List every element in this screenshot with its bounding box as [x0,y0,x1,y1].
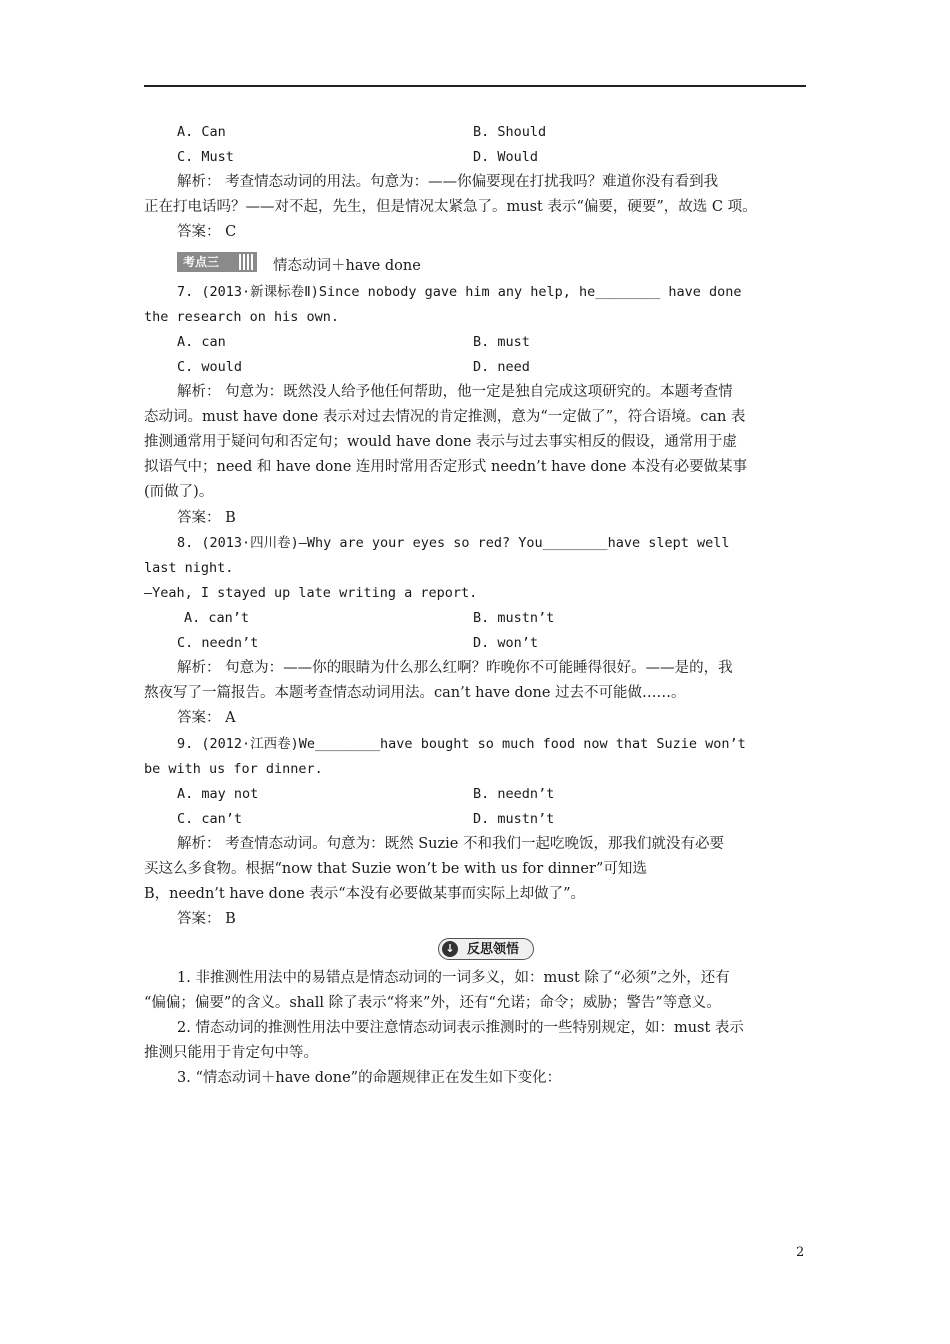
q8-stem-line1: 8. (2013·四川卷)—Why are your eyes so red? You________have slept well [177,535,730,551]
section-title: 情态动词＋have done [273,258,421,274]
q7-options-row2 [144,355,806,379]
q9-option-b: B. needn’t [473,786,555,802]
q9-option-a: A. may not [177,786,259,802]
q7-option-a: A. can [177,334,226,350]
q7-answer: 答案： B [177,510,236,526]
q6-option-d: D. Would [473,149,539,165]
q8-option-b: B. mustn’t [473,610,555,626]
q8-stem-line3: —Yeah, I stayed up late writing a report. [144,585,478,601]
q7-stem-line1: 7. (2013·新课标卷Ⅱ)Since nobody gave him any help, he________ have done [177,284,742,300]
q8-answer: 答案： A [177,710,236,726]
q9-answer: 答案： B [177,911,236,927]
q8-option-c: C. needn’t [177,635,259,651]
header-rule [144,85,806,87]
section-badge [177,252,257,272]
q7-option-b: B. must [473,334,530,350]
section-badge-label: 考点三 [183,255,220,269]
q9-stem-line2: be with us for dinner. [144,761,323,777]
q8-options-row2 [144,631,806,655]
q7-analysis-line1: 解析： 句意为：既然没人给予他任何帮助，他一定是独自完成这项研究的。本题考查情 [177,384,733,400]
q8-options-row1 [144,606,806,630]
down-arrow-icon: ↓ [442,941,458,957]
reflection-p2-line2: 推测只能用于肯定句中等。 [144,1045,318,1061]
q9-option-c: C. can’t [177,811,243,827]
q9-option-d: D. mustn’t [473,811,555,827]
q7-analysis-line5: (而做了)。 [144,484,214,500]
q7-analysis-line2: 态动词。must have done 表示对过去情况的肯定推测，意为“一定做了”，符合语境。can 表 [144,409,746,425]
q7-option-d: D. need [473,359,530,375]
reflection-badge-label: 反思领悟 [467,942,520,957]
q6-option-c: C. Must [177,149,234,165]
q6-analysis-line2: 正在打电话吗？——对不起，先生，但是情况太紧急了。must 表示“偏要，硬要”，故选 C 项。 [144,199,757,215]
q7-option-c: C. would [177,359,243,375]
q9-analysis-line3: B，needn’t have done 表示“本没有必要做某事而实际上却做了”。 [144,886,586,902]
reflection-p1-line2: “偏偏；偏要”的含义。shall 除了表示“将来”外，还有“允诺；命令；威胁；警告”等意义。 [144,995,721,1011]
q6-options-row1 [144,120,806,144]
reflection-p2-line1: 2. 情态动词的推测性用法中要注意情态动词表示推测时的一些特别规定，如：must 表示 [177,1020,744,1036]
q7-stem-line2: the research on his own. [144,309,340,325]
q8-stem-line2: last night. [144,560,234,576]
q9-analysis-line1: 解析： 考查情态动词。句意为：既然 Suzie 不和我们一起吃晚饭，那我们就没有必要 [177,836,724,852]
q7-analysis-line3: 推测通常用于疑问句和否定句；would have done 表示与过去事实相反的假设，通常用于虚 [144,434,737,450]
q8-analysis-line1: 解析： 句意为：——你的眼睛为什么那么红啊？昨晚你不可能睡得很好。——是的，我 [177,660,733,676]
q8-option-a: A. can’t [184,610,250,626]
reflection-badge [438,938,534,960]
q6-analysis-line1: 解析： 考查情态动词的用法。句意为：——你偏要现在打扰我吗？难道你没有看到我 [177,174,719,190]
q7-options-row1 [144,330,806,354]
q9-stem-line1: 9. (2012·江西卷)We________have bought so much food now that Suzie won’t [177,736,746,752]
q9-options-row1 [144,782,806,806]
q9-analysis-line2: 买这么多食物。根据“now that Suzie won’t be with us for dinner”可知选 [144,861,647,877]
q6-option-b: B. Should [473,124,547,140]
reflection-p3: 3. “情态动词＋have done”的命题规律正在发生如下变化： [177,1070,562,1086]
page-number: 2 [796,1245,805,1260]
q7-analysis-line4: 拟语气中；need 和 have done 连用时常用否定形式 needn’t have done 本没有必要做某事 [144,459,748,475]
q6-answer: 答案： C [177,224,237,240]
badge-stripes-icon [239,254,253,270]
q8-analysis-line2: 熬夜写了一篇报告。本题考查情态动词用法。can’t have done 过去不可能做……。 [144,685,686,701]
q6-option-a: A. Can [177,124,226,140]
q8-option-d: D. won’t [473,635,539,651]
q9-options-row2 [144,807,806,831]
reflection-p1-line1: 1. 非推测性用法中的易错点是情态动词的一词多义，如：must 除了“必须”之外，还有 [177,970,730,986]
q6-options-row2 [144,145,806,169]
